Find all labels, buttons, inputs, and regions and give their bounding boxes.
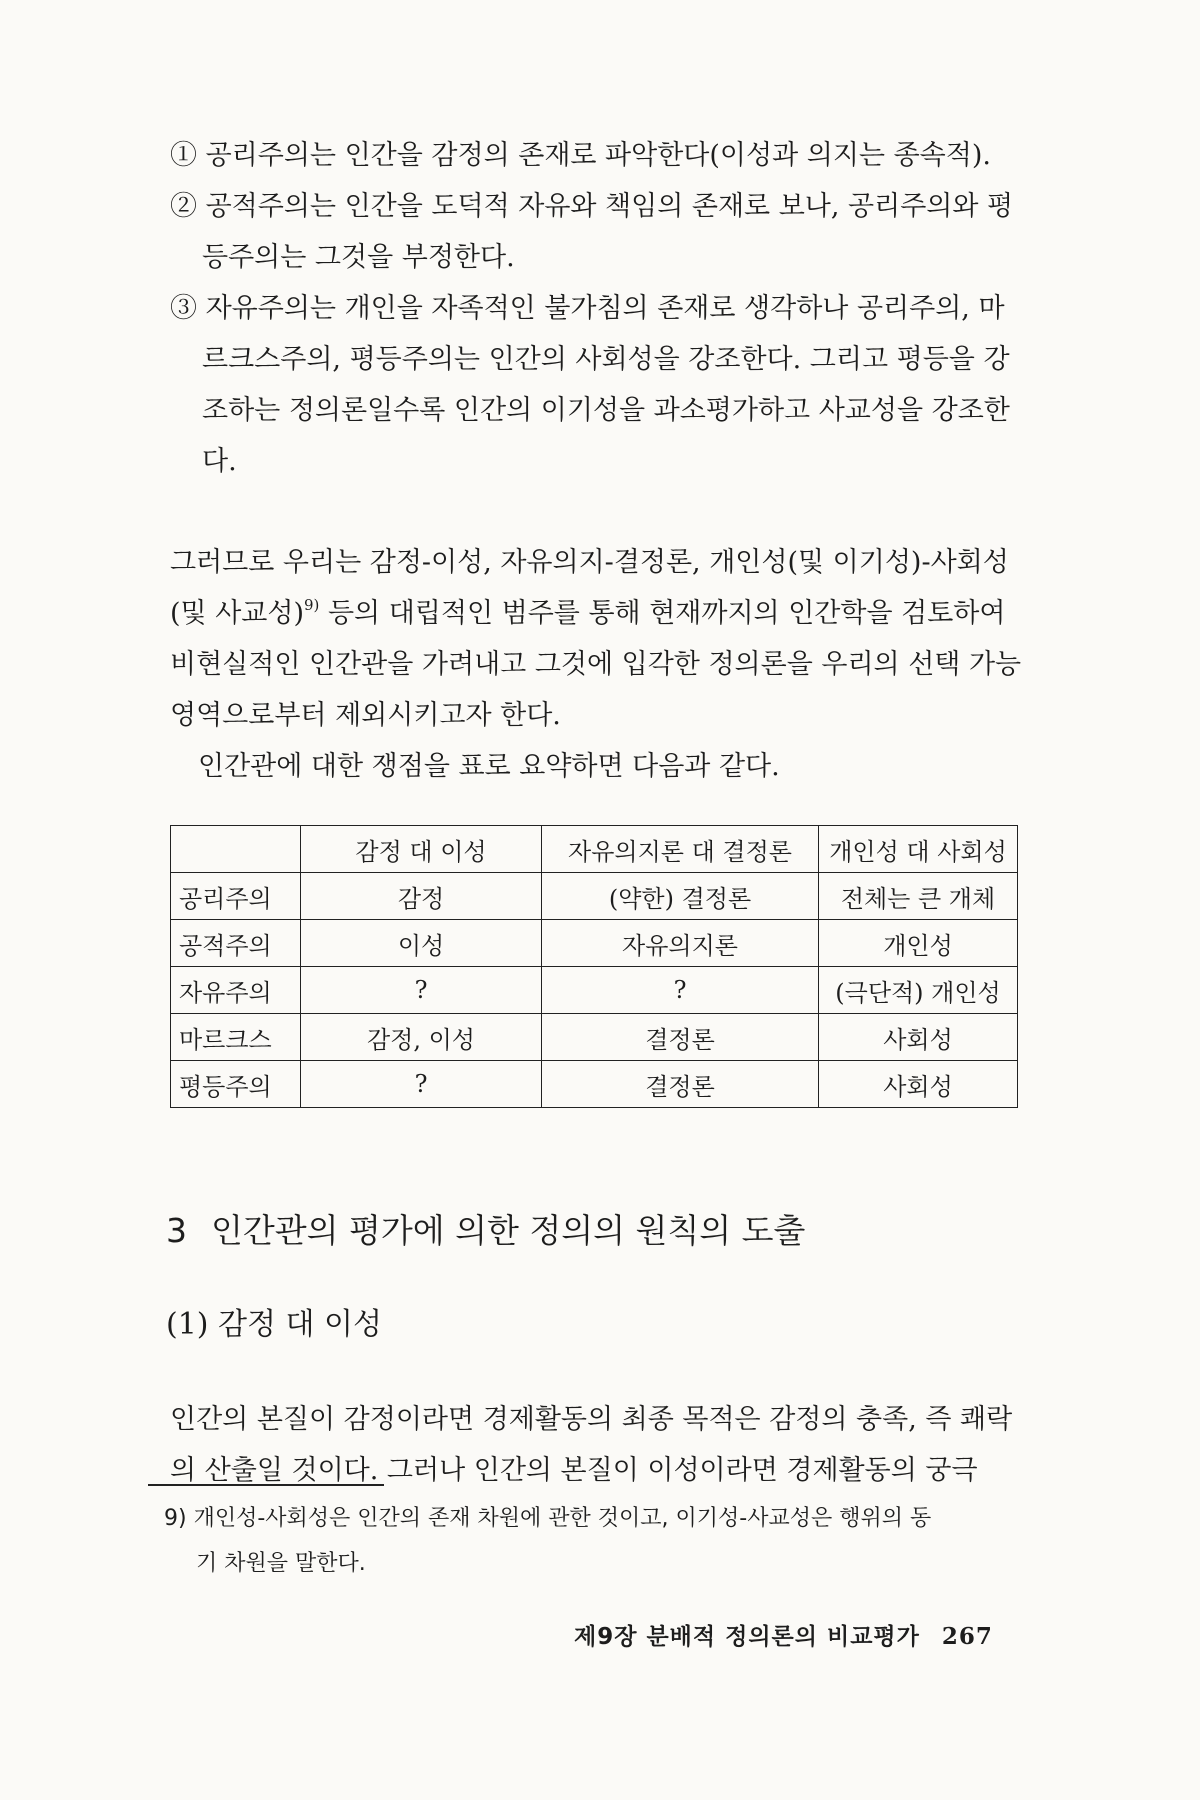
footnote-divider (148, 1484, 384, 1486)
table-cell: 이성 (301, 920, 542, 967)
table-cell: 감정 (301, 873, 542, 920)
section-number: 3 (166, 1211, 187, 1250)
table-cell: 감정, 이성 (301, 1014, 542, 1061)
footnote-line: 9) 개인성-사회성은 인간의 존재 차원에 관한 것이고, 이기성-사교성은 행위의 동 (164, 1506, 932, 1531)
summary-point-list (170, 130, 1030, 487)
table-cell: ? (301, 1061, 542, 1108)
human-view-comparison-table (170, 825, 1018, 1108)
body-paragraph-emotion-reason: 인간의 본질이 감정이라면 경제활동의 최종 목적은 감정의 충족, 즉 쾌락의 산출일 것이다. 그러나 인간의 본질이 이성이라면 경제활동의 궁극 (170, 1404, 1013, 1486)
table-cell: 사회성 (819, 1061, 1018, 1108)
table-header-cell: 자유의지론 대 결정론 (542, 826, 819, 873)
paragraph-text: 그러므로 우리는 감정-이성, 자유의지-결정론, 개인성(및 이기성)-사회성(및 사교성) (170, 547, 1009, 629)
summary-point: ① 공리주의는 인간을 감정의 존재로 파악한다(이성과 의지는 종속적). (170, 140, 991, 171)
body-paragraph-table-intro: 인간관에 대한 쟁점을 표로 요약하면 다음과 같다. (198, 751, 780, 782)
page-number: 267 (941, 1623, 993, 1650)
footnote-reference: 9) (303, 596, 320, 614)
table-cell: 전체는 큰 개체 (819, 873, 1018, 920)
body-paragraph-categories (170, 537, 1030, 741)
table-cell: ? (542, 967, 819, 1014)
summary-point: ③ 자유주의는 개인을 자족적인 불가침의 존재로 생각하나 공리주의, 마르크스주의, 평등주의는 인간의 사회성을 강조한다. 그리고 평등을 강조하는 정의론일수록 인간의 이기성을 과소평가하고 사교성을 강조한다. (170, 293, 1010, 477)
subsection-heading: (1) 감정 대 이성 (166, 1307, 383, 1342)
table-row-header: 마르크스 (171, 1014, 301, 1061)
table-cell: (극단적) 개인성 (819, 967, 1018, 1014)
table-cell: 결정론 (542, 1014, 819, 1061)
table-cell: (약한) 결정론 (542, 873, 819, 920)
table-row (171, 920, 1018, 967)
table-header-cell (171, 826, 301, 873)
section-title: 인간관의 평가에 의한 정의의 원칙의 도출 (211, 1211, 806, 1250)
summary-point: ② 공적주의는 인간을 도덕적 자유와 책임의 존재로 보나, 공리주의와 평등주의는 그것을 부정한다. (170, 191, 1014, 273)
table-header-cell: 감정 대 이성 (301, 826, 542, 873)
table-row (171, 873, 1018, 920)
paragraph-text: 등의 대립적인 범주를 통해 현재까지의 인간학을 검토하여 비현실적인 인간관을 가려내고 그것에 입각한 정의론을 우리의 선택 가능영역으로부터 제외시키고자 한다. (170, 598, 1022, 731)
page-body (166, 130, 1030, 1496)
running-footer (574, 1618, 993, 1651)
table-row-header: 평등주의 (171, 1061, 301, 1108)
table-header-row (171, 826, 1018, 873)
table-row-header: 자유주의 (171, 967, 301, 1014)
table-row-header: 공적주의 (171, 920, 301, 967)
table-row (171, 1061, 1018, 1108)
table-cell: ? (301, 967, 542, 1014)
table-row (171, 1014, 1018, 1061)
chapter-title: 제9장 분배적 정의론의 비교평가 (574, 1624, 920, 1650)
section-heading (166, 1206, 1030, 1256)
footnote-line: 기 차원을 말한다. (196, 1551, 366, 1576)
table-cell: 개인성 (819, 920, 1018, 967)
table-row (171, 967, 1018, 1014)
table-cell: 자유의지론 (542, 920, 819, 967)
table-cell: 결정론 (542, 1061, 819, 1108)
table-row-header: 공리주의 (171, 873, 301, 920)
footnote (164, 1496, 1030, 1586)
table-header-cell: 개인성 대 사회성 (819, 826, 1018, 873)
table-cell: 사회성 (819, 1014, 1018, 1061)
